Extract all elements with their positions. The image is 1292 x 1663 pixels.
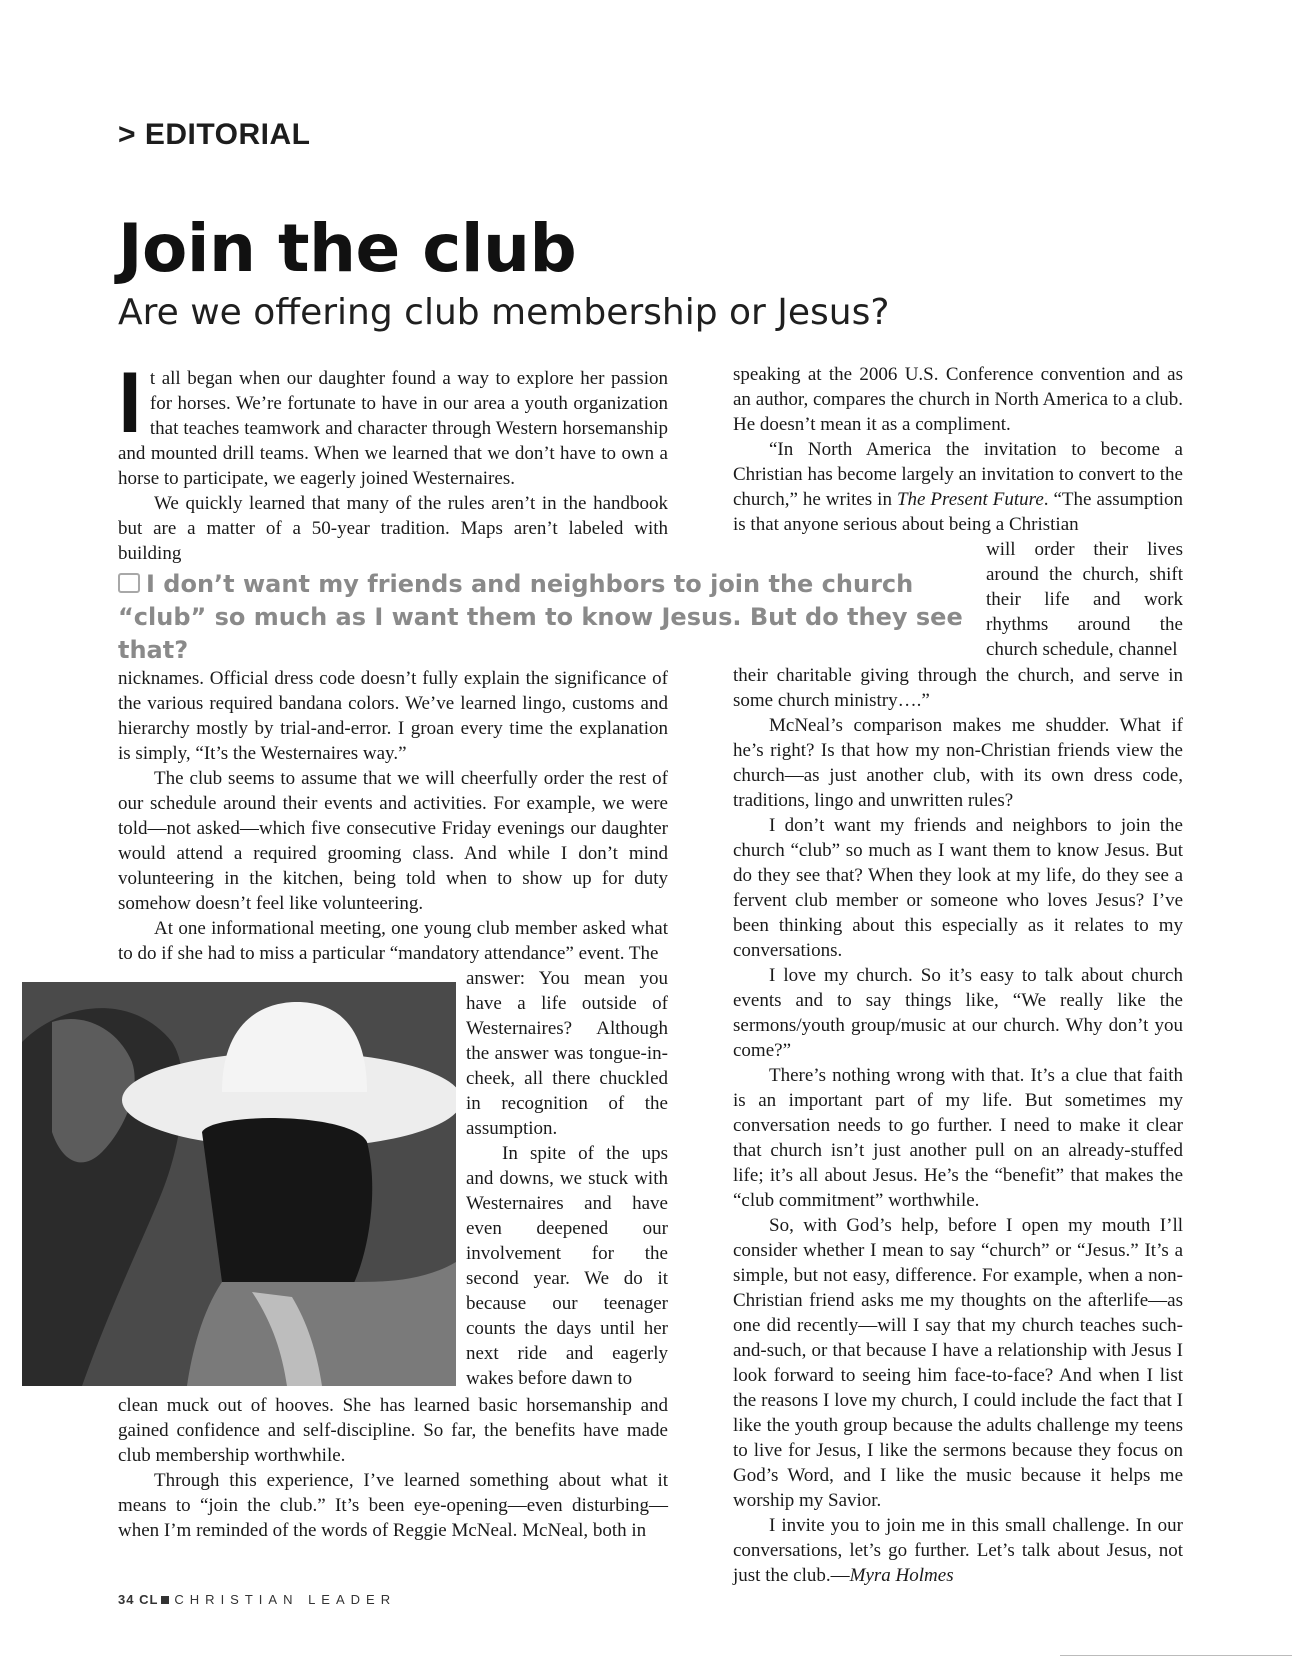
article-paragraph: Through this experience, I’ve learned something about what it means to “join the club.” It’s been eye-opening—even disturbing—when I’m reminded of the words of Reggie McNeal. McNeal, both in	[118, 1470, 668, 1541]
article-paragraph: McNeal’s comparison makes me shudder. What if he’s right? Is that how my non-Christian friends view the church—as just another club, with its own dress code, traditions, lingo and unwritten rules?	[733, 715, 1183, 811]
article-paragraph: So, with God’s help, before I open my mouth I’ll consider whether I mean to say “church” or “Jesus.” It’s a simple, but not easy, difference. For example, when a non-Christian friend asks me my thoughts on the afterlife—as one did recently—will I say that my church teaches such-and-such, or that because I have a relationship with Jesus I look forward to seeing him face-to-face? And when I list the reasons I love my church, I could include the fact that I like the youth group because the adults challenge my teens to live for Jesus, I like the sermons because they focus on God’s Word, and I like the music because it helps me worship my Savior.	[733, 1215, 1183, 1511]
book-title: The Present Future	[896, 489, 1044, 510]
quote-tail: . “The assumption is that anyone serious about being a Christian	[733, 489, 1184, 535]
body-column-left-top	[118, 355, 668, 566]
article-paragraph: answer: You mean you have a life outside of Westernaires? Although the answer was tongue-in-cheek, all there chuckled in recognition of the assumption.	[466, 968, 668, 1139]
headline: Join the club	[118, 210, 577, 287]
quote-box-icon	[118, 573, 140, 593]
article-paragraph: At one informational meeting, one young club member asked what to do if she had to miss a particular “mandatory attendance” event. The	[118, 918, 668, 964]
article-paragraph: In spite of the ups and downs, we stuck with Westernaires and have even deepened our involvement for the second year. We do it because our teenager counts the days until her next ride and eagerly wakes before dawn to	[466, 1143, 668, 1389]
page-footer	[118, 1592, 396, 1607]
article-paragraph	[733, 1513, 1183, 1588]
body-column-right-narrow	[986, 537, 1183, 662]
drop-cap: I	[118, 355, 142, 451]
article-paragraph: will order their lives around the church, shift their life and work rhythms around the church schedule, channel	[986, 539, 1183, 660]
article-paragraph	[733, 437, 1183, 537]
article-paragraph	[118, 355, 668, 491]
author-signature: Myra Holmes	[849, 1565, 954, 1586]
article-paragraph: nicknames. Official dress code doesn’t fully explain the significance of the various required bandana colors. We’ve learned lingo, customs and hierarchy mostly by trial-and-error. I groan every time the explanation is simply, “It’s the Westernaires way.”	[118, 668, 668, 764]
article-paragraph: their charitable giving through the church, and serve in some church ministry….”	[733, 665, 1183, 711]
body-column-left-middle	[118, 666, 668, 966]
magazine-name: CHRISTIAN LEADER	[174, 1592, 397, 1607]
subheadline: Are we offering club membership or Jesus?	[118, 292, 890, 333]
article-paragraph: I don’t want my friends and neighbors to join the church “club” so much as I want them to know Jesus. But do they see that? When they look at my life, do they see a fervent club member or someone who loves Jesus? I’ve been thinking about this especially as it relates to my conversations.	[733, 815, 1183, 961]
closing-text: I invite you to join me in this small challenge. In our conversations, let’s go further. Let’s talk about Jesus, not just the club.—	[733, 1515, 1183, 1586]
article-paragraph: We quickly learned that many of the rules aren’t in the handbook but are a matter of a 50-year tradition. Maps aren’t labeled with building	[118, 493, 668, 564]
article-paragraph: clean muck out of hooves. She has learned basic horsemanship and gained confidence and self-discipline. So far, the benefits have made club membership worthwhile.	[118, 1395, 668, 1466]
body-column-left-bottom	[118, 1393, 668, 1543]
body-column-right-main	[733, 663, 1183, 1588]
paragraph-text: t all began when our daughter found a way to explore her passion for horses. We’re fortunate to have in our area a youth organization that teaches teamwork and character through Western horsemanship and mounted drill teams. When we learned that we don’t have to own a horse to participate, we eagerly joined Westernaires.	[118, 368, 668, 489]
corner-rule	[1060, 1655, 1292, 1656]
article-paragraph: speaking at the 2006 U.S. Conference convention and as an author, compares the church in North America to a club. He doesn’t mean it as a compliment.	[733, 364, 1183, 435]
quote-lead: “In North America the invitation to become a Christian has become largely an invitation to convert to the church,” he writes in	[733, 439, 1183, 510]
page-number: 34 CL	[118, 1592, 159, 1607]
article-paragraph: There’s nothing wrong with that. It’s a clue that faith is an important part of my life. But sometimes my conversation needs to go further. I need to make it clear that church isn’t just another pull on an already-stuffed life; it’s all about Jesus. He’s the “benefit” that makes the “club commitment” worthwhile.	[733, 1065, 1183, 1211]
article-paragraph: The club seems to assume that we will cheerfully order the rest of our schedule around their events and activities. For example, we were told—not asked—which five consecutive Friday evenings our daughter would attend a required grooming class. And while I don’t mind volunteering in the kitchen, being told when to show up for duty somehow doesn’t feel like volunteering.	[118, 768, 668, 914]
separator-square-icon	[161, 1596, 169, 1604]
body-column-beside-photo	[466, 966, 668, 1391]
body-column-right-top	[733, 362, 1183, 537]
section-label: > EDITORIAL	[118, 118, 311, 151]
pull-quote	[118, 568, 978, 667]
pull-quote-text: I don’t want my friends and neighbors to join the church “club” so much as I want them to know Jesus. But do they see that?	[118, 570, 963, 664]
article-paragraph: I love my church. So it’s easy to talk about church events and to say things like, “We really like the sermons/youth group/music at our church. Why don’t you come?”	[733, 965, 1183, 1061]
horse-and-rider-photo	[22, 982, 456, 1386]
photo-illustration	[22, 982, 456, 1386]
